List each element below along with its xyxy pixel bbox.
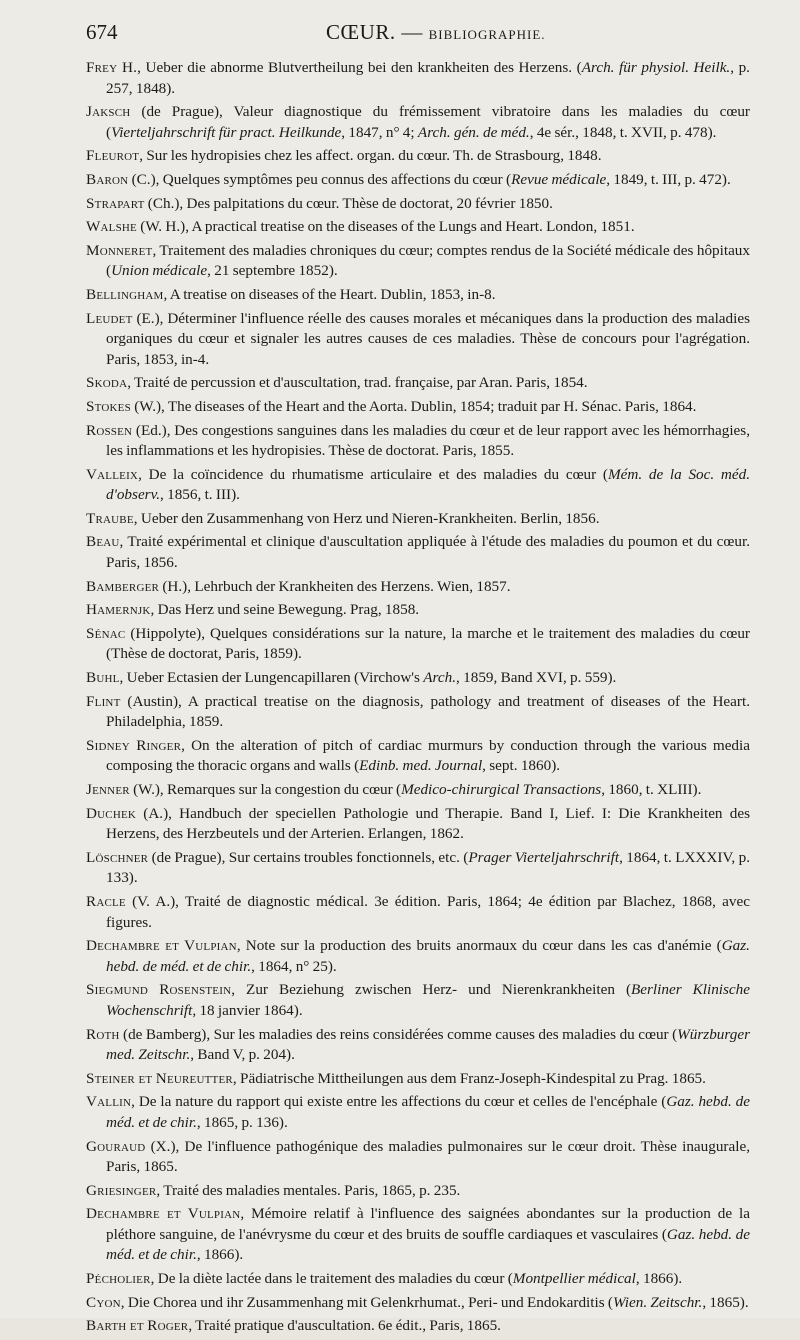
- entry-text: (W.), The diseases of the Heart and the Aorta. Dublin, 1854; traduit par H. Sénac. Paris, 1864.: [130, 397, 697, 415]
- entry-text: , De la nature du rapport qui existe entre les affections du cœur et celles de l'encéphale (: [131, 1093, 667, 1111]
- entry-author: Fleurot: [86, 147, 140, 165]
- entry-author: Cyon: [86, 1293, 121, 1311]
- bibliography-entry: [86, 509, 750, 530]
- entry-journal-title: Wien. Zeitschr.: [612, 1293, 703, 1311]
- entry-author: Rossen: [86, 421, 133, 439]
- entry-text: , Ueber Ectasien der Lungencapillaren (Virchow's: [119, 669, 424, 687]
- entry-text: , 1859, Band XVI, p. 559).: [456, 669, 617, 687]
- entry-text: , 1856, t. III).: [160, 486, 240, 504]
- bibliography-entry: [86, 1204, 750, 1266]
- entry-author: Frey H.: [86, 59, 138, 76]
- entry-author: Racle: [86, 892, 126, 910]
- entry-journal-title: Arch. für physiol. Heilk.: [581, 59, 731, 76]
- bibliography-entry: [86, 892, 750, 933]
- entry-author: Skoda: [86, 374, 128, 392]
- entry-text: , 1866).: [635, 1270, 683, 1288]
- entry-text: , A treatise on diseases of the Heart. Dublin, 1853, in-8.: [163, 285, 496, 303]
- entry-text: (A.), Handbuch der speciellen Pathologie und Therapie. Band I, Lief. I: Die Krankheiten des Herzens, des Herzbeutels und der Arterien. Erlangen, 1862.: [106, 804, 750, 843]
- entry-journal-title: Arch.: [423, 669, 457, 687]
- bibliography-entry: [86, 848, 750, 889]
- entry-journal-title: Vierteljahrschrift für pract. Heilkunde: [111, 123, 342, 141]
- entry-author: Griesinger: [86, 1181, 157, 1199]
- bibliography-entry: [86, 146, 750, 167]
- entry-author: Sidney Ringer: [86, 736, 182, 754]
- entry-journal-title: Arch. gén. de méd.: [417, 123, 530, 141]
- entry-text: , 18 janvier 1864).: [192, 1001, 303, 1019]
- bibliography-entry: [86, 936, 750, 977]
- entry-author: Dechambre et Vulpian: [86, 937, 237, 955]
- entry-author: Steiner et Neureutter: [86, 1069, 233, 1087]
- entry-text: (W.), Remarques sur la congestion du cœur (: [129, 781, 402, 798]
- bibliography-entry: [86, 1092, 750, 1133]
- bibliography-entry: [86, 668, 750, 689]
- page-header: [86, 20, 750, 50]
- entry-text: (X.), De l'influence pathogénique des maladies pulmonaires sur le cœur droit. Thèse inaugurale, Paris, 1865.: [106, 1137, 750, 1176]
- entry-author: Hamernjk: [86, 601, 151, 619]
- entry-author: Stokes: [86, 397, 131, 415]
- bibliography-entry: [86, 804, 750, 845]
- entry-text: (C.), Quelques symptômes peu connus des affections du cœur (: [128, 170, 512, 188]
- entry-text: , Traité des maladies mentales. Paris, 1865, p. 235.: [156, 1181, 461, 1199]
- entry-journal-title: Mém. de la Soc. méd. d'observ.: [106, 465, 750, 504]
- entry-author: Flint: [86, 692, 121, 710]
- entry-author: Leudet: [86, 309, 133, 327]
- entry-text: , Traitement des maladies chroniques du cœur; comptes rendus de la Société médicale des hôpitaux (: [106, 241, 750, 280]
- entry-text: , p. 257, 1848).: [106, 59, 750, 97]
- entry-text: , Zur Beziehung zwischen Herz- und Nierenkrankheiten (: [231, 981, 631, 999]
- bibliography-entry: [86, 397, 750, 418]
- entry-author: Beau: [86, 533, 120, 551]
- bibliography-entry: [86, 1137, 750, 1178]
- entry-author: Walshe: [86, 218, 137, 236]
- entry-text: (W. H.), A practical treatise on the diseases of the Lungs and Heart. London, 1851.: [136, 218, 635, 236]
- entry-text: (E.), Déterminer l'influence réelle des causes morales et mécaniques dans la production des maladies organiques du cœur et signaler les autres causes de ces maladies. Thèse de concours pour l'agrégation. Paris, 1853, in-4.: [106, 309, 750, 368]
- entry-text: , sept. 1860).: [482, 757, 561, 775]
- bibliography-entry: [86, 102, 750, 143]
- entry-author: Dechambre et Vulpian: [86, 1205, 241, 1223]
- entry-author: Pécholier: [86, 1270, 151, 1288]
- bibliography-entry: [86, 217, 750, 238]
- running-title-main: CŒUR. —: [326, 20, 423, 44]
- entry-text: , De la coïncidence du rhumatisme articulaire et des maladies du cœur (: [138, 465, 608, 483]
- entry-author: Siegmund Rosenstein: [86, 981, 232, 999]
- entry-text: , 1866).: [196, 1246, 244, 1264]
- bibliography-entry: [86, 58, 750, 99]
- entry-author: Barth et Roger: [86, 1317, 189, 1335]
- entry-author: Jaksch: [86, 103, 131, 121]
- entry-text: (H.), Lehrbuch der Krankheiten des Herzens. Wien, 1857.: [159, 577, 511, 595]
- entry-author: Vallin: [86, 1093, 132, 1111]
- entry-author: Bellingham: [86, 285, 164, 303]
- bibliography-entry: [86, 285, 750, 306]
- bibliography-entry: [86, 1025, 750, 1066]
- entry-journal-title: Revue médicale: [511, 170, 607, 188]
- entry-author: Traube: [86, 509, 134, 527]
- bibliography-entry: [86, 465, 750, 506]
- entry-journal-title: Gaz. hebd. de méd. et de chir.: [106, 1225, 750, 1264]
- entry-journal-title: Gaz. hebd. de méd. et de chir.: [106, 1093, 750, 1131]
- entry-text: , 1864, n° 25).: [251, 957, 337, 975]
- entry-author: Baron: [86, 170, 129, 188]
- entry-text: , Traité de percussion et d'auscultation, trad. française, par Aran. Paris, 1854.: [127, 374, 588, 392]
- entry-text: , 1849, t. III, p. 472).: [606, 170, 731, 188]
- bibliography-entry: [86, 309, 750, 371]
- entry-text: , 4e sér., 1848, t. XVII, p. 478).: [529, 123, 717, 141]
- entry-text: (de Bamberg), Sur les maladies des reins considérées comme causes des maladies du cœur (: [119, 1025, 678, 1043]
- bibliography-entry: [86, 600, 750, 621]
- entry-text: , 1864, t. LXXXIV, p. 133).: [106, 848, 750, 887]
- entry-text: , 1847, n° 4;: [341, 123, 418, 141]
- bibliography-entry: [86, 624, 750, 665]
- entry-author: Sénac: [86, 624, 126, 642]
- bibliography-entry: [86, 1181, 750, 1202]
- entry-text: , 21 septembre 1852).: [207, 262, 338, 280]
- entry-journal-title: Würzburger med. Zeitschr.: [106, 1025, 750, 1064]
- entry-text: , 1865).: [702, 1293, 749, 1311]
- entry-journal-title: Edinb. med. Journal: [359, 757, 483, 775]
- entry-author: Löschner: [86, 848, 149, 866]
- bibliography-entry: [86, 1316, 750, 1337]
- entry-text: (Hippolyte), Quelques considérations sur la nature, la marche et le traitement des maladies du cœur (Thèse de doctorat, Paris, 1859).: [106, 624, 750, 663]
- bibliography-entry: [86, 577, 750, 598]
- bibliography-list: [86, 58, 750, 1340]
- entry-text: (V. A.), Traité de diagnostic médical. 3e édition. Paris, 1864; 4e édition par Blachez, 1868, avec figures.: [106, 892, 750, 931]
- entry-journal-title: Medico-chirurgical Transactions: [401, 781, 602, 798]
- bibliography-entry: [86, 980, 750, 1021]
- entry-text: , De la diète lactée dans le traitement des maladies du cœur (: [150, 1270, 513, 1288]
- entry-author: Valleix: [86, 465, 139, 483]
- entry-text: , Band V, p. 204).: [190, 1046, 295, 1064]
- running-title: [326, 20, 546, 45]
- entry-text: , Ueber die abnorme Blutvertheilung bei den krankheiten des Herzens. (: [137, 59, 582, 76]
- entry-author: Buhl: [86, 669, 120, 687]
- entry-text: , Traité expérimental et clinique d'auscultation appliquée à l'étude des maladies du poumon et du cœur. Paris, 1856.: [106, 533, 750, 572]
- entry-text: , 1865, p. 136).: [196, 1113, 288, 1131]
- entry-journal-title: Montpellier médical: [512, 1270, 636, 1288]
- entry-text: , Mémoire relatif à l'influence des saignées abondantes sur la production de la pléthore sanguine, de l'anévrysme du cœur et des bruits de souffle cardiaques et vasculaires (: [106, 1205, 750, 1243]
- entry-text: , Traité pratique d'auscultation. 6e édit., Paris, 1865.: [188, 1317, 501, 1335]
- page-number: 674: [86, 20, 118, 44]
- entry-author: Bamberger: [86, 577, 160, 595]
- entry-text: (Ch.), Des palpitations du cœur. Thèse de doctorat, 20 février 1850.: [144, 194, 553, 212]
- running-title-sub: BIBLIOGRAPHIE.: [428, 27, 546, 42]
- entry-text: , On the alteration of pitch of cardiac murmurs by conduction through the various media composing the thoracic organs and walls (: [106, 736, 750, 775]
- entry-text: , Ueber den Zusammenhang von Herz und Nieren-Krankheiten. Berlin, 1856.: [133, 509, 600, 527]
- entry-author: Roth: [86, 1025, 120, 1043]
- entry-author: Jenner: [86, 781, 130, 798]
- entry-journal-title: Gaz. hebd. de méd. et de chir.: [106, 937, 750, 975]
- entry-journal-title: Union médicale: [111, 262, 208, 280]
- entry-text: , Das Herz und seine Bewegung. Prag, 1858.: [150, 601, 420, 619]
- bibliography-entry: [86, 194, 750, 215]
- bibliography-entry: [86, 1293, 750, 1314]
- entry-author: Gouraud: [86, 1137, 146, 1155]
- entry-text: , Die Chorea und ihr Zusammenhang mit Gelenkrhumat., Peri- und Endokarditis (: [120, 1293, 613, 1311]
- entry-text: (de Prague), Sur certains troubles fonctionnels, etc. (: [148, 848, 469, 866]
- entry-text: , Note sur la production des bruits anormaux du cœur dans les cas d'anémie (: [236, 937, 722, 955]
- bibliography-entry: [86, 170, 750, 191]
- entry-author: Strapart: [86, 194, 145, 212]
- bibliography-entry: [86, 736, 750, 777]
- entry-journal-title: Prager Vierteljahrschrift: [468, 848, 620, 866]
- bibliography-entry: [86, 241, 750, 282]
- entry-journal-title: Berliner Klinische Wochenschrift: [106, 981, 751, 1019]
- entry-text: (Austin), A practical treatise on the diagnosis, pathology and treatment of diseases of the Heart. Philadelphia, 1859.: [106, 692, 750, 731]
- entry-text: (de Prague), Valeur diagnostique du frémissement vibratoire dans les maladies du cœur (: [106, 103, 750, 141]
- entry-text: , Sur les hydropisies chez les affect. organ. du cœur. Th. de Strasbourg, 1848.: [139, 147, 602, 165]
- bibliography-entry: [86, 1069, 750, 1090]
- entry-author: Duchek: [86, 804, 137, 822]
- bibliography-entry: [86, 692, 750, 733]
- bibliography-entry: [86, 532, 750, 573]
- bibliography-entry: [86, 421, 750, 462]
- bibliography-entry: [86, 1269, 750, 1290]
- entry-author: Monneret: [86, 241, 153, 259]
- bibliography-entry: [86, 373, 750, 394]
- bibliography-entry: [86, 780, 750, 801]
- entry-text: , Pädiatrische Mittheilungen aus dem Franz-Joseph-Kindespital zu Prag. 1865.: [232, 1069, 706, 1087]
- entry-text: (Ed.), Des congestions sanguines dans les maladies du cœur et de leur rapport avec les hémorrhagies, les inflammations et les hydropisies. Thèse de doctorat. Paris, 1855.: [106, 421, 750, 460]
- entry-text: , 1860, t. XLIII).: [601, 781, 702, 798]
